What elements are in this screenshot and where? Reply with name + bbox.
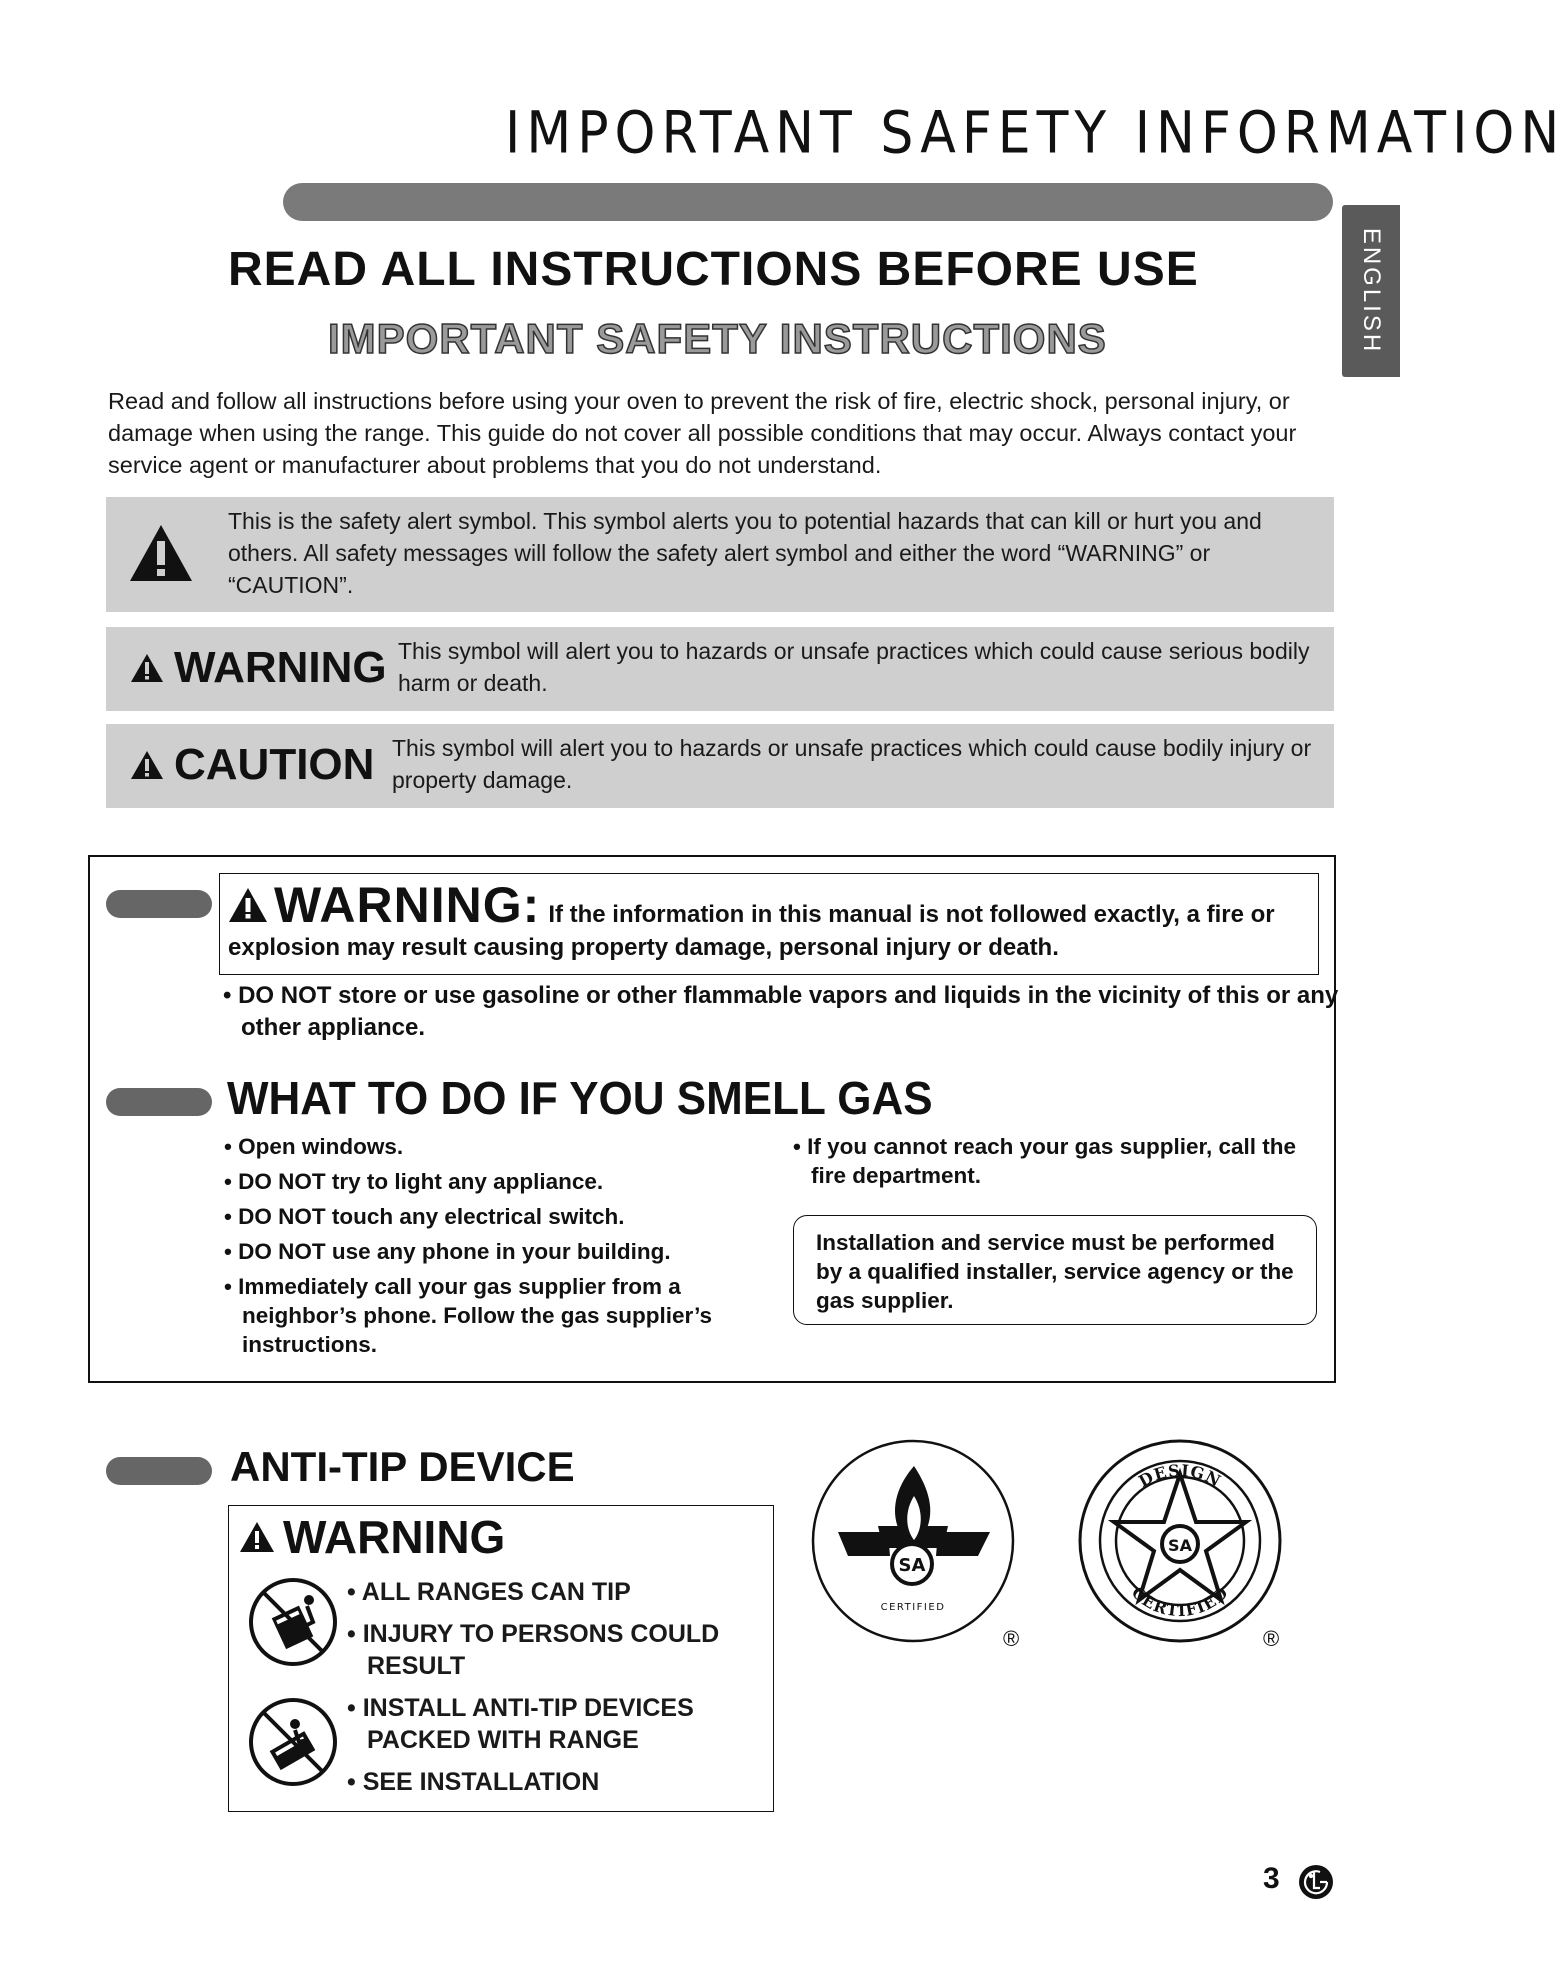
csa-star-design-certified-seal (1075, 1436, 1285, 1646)
read-all-heading: READ ALL INSTRUCTIONS BEFORE USE (228, 243, 1199, 296)
caution-signal (130, 740, 374, 790)
caution-definition-text: This symbol will alert you to hazards or unsafe practices which could cause bodily injury or property damage. (392, 735, 1312, 793)
alert-triangle-icon (130, 750, 164, 780)
gas-warning-text-1: If the information in this manual is not followed exactly, a fire or (548, 901, 1275, 928)
anti-tip-list (347, 1576, 767, 1798)
alert-symbol-box (106, 497, 1334, 612)
list-item: • Open windows. (224, 1134, 404, 1159)
svg-text:SA: SA (898, 1555, 926, 1576)
intro-paragraph: Read and follow all instructions before using your oven to prevent the risk of fire, electric shock, personal injury, or damage when using the range. This guide do not cover all possible conditions that may occur. Always contact your service agent or manufacturer about problems that you do not understand. (108, 388, 1297, 478)
list-item: • INSTALL ANTI-TIP DEVICES PACKED WITH RANGE (347, 1694, 694, 1754)
lg-logo-icon (1298, 1864, 1334, 1900)
tipping-range-prohibited-icon (247, 1576, 339, 1668)
warning-signal (130, 643, 387, 693)
list-item: • DO NOT try to light any appliance. (224, 1169, 604, 1194)
smell-gas-right-column (793, 1132, 1333, 1190)
gas-warning-text-2: explosion may result causing property damage, personal injury or death. (228, 934, 1059, 961)
smell-gas-heading: WHAT TO DO IF YOU SMELL GAS (227, 1073, 933, 1125)
alert-triangle-icon (130, 653, 164, 683)
section-marker-pill (106, 890, 212, 918)
anti-tip-heading: ANTI-TIP DEVICE (230, 1443, 575, 1490)
installation-note-box (793, 1215, 1317, 1325)
alert-symbol-text: This is the safety alert symbol. This symbol alerts you to potential hazards that can kill or hurt you and others. All safety messages will follow the safety alert symbol and either the word “WARNING” or “CAUTION”. (228, 508, 1262, 598)
flammable-bullet-line2: other appliance. (241, 1014, 426, 1041)
list-item: • Immediately call your gas supplier from a neighbor’s phone. Follow the gas supplier’s instructions. (224, 1274, 713, 1357)
csa-star-bottom-label: CERTIFIED (1127, 1582, 1233, 1621)
warning-definition-box (106, 627, 1334, 711)
list-item: • ALL RANGES CAN TIP (347, 1578, 631, 1606)
gas-warning-word: WARNING: (274, 877, 541, 933)
registered-mark: ® (1263, 1626, 1280, 1651)
alert-triangle-icon (239, 1521, 275, 1553)
alert-triangle-icon (128, 523, 194, 583)
safety-instructions-heading: IMPORTANT SAFETY INSTRUCTIONS (328, 315, 1107, 362)
list-item: • INJURY TO PERSONS COULD RESULT (347, 1620, 720, 1680)
caution-word: CAUTION (174, 740, 375, 789)
warning-definition-text: This symbol will alert you to hazards or unsafe practices which could cause serious bodily harm or death. (398, 638, 1310, 696)
language-tab-label: ENGLISH (1358, 227, 1385, 355)
svg-text:SA: SA (1168, 1536, 1192, 1555)
list-item: • DO NOT use any phone in your building. (224, 1239, 671, 1264)
flammable-bullet-line1: • DO NOT store or use gasoline or other flammable vapors and liquids in the vicinity of this or any (223, 982, 1339, 1009)
header-bar (283, 183, 1333, 221)
anti-tip-warning-box (228, 1505, 774, 1812)
csa-flame-label: CERTIFIED (880, 1602, 946, 1613)
page-number: 3 (1263, 1862, 1280, 1895)
installation-note-text: Installation and service must be performed by a qualified installer, service agency or the gas supplier. (816, 1230, 1294, 1313)
smell-gas-list (224, 1132, 764, 1359)
registered-mark: ® (1003, 1626, 1020, 1651)
csa-flame-certified-seal (808, 1436, 1018, 1646)
warning-word: WARNING (174, 643, 387, 692)
csa-star-top-label: DESIGN (1135, 1460, 1225, 1491)
list-item: • If you cannot reach your gas supplier, call the fire department. (793, 1134, 1297, 1188)
section-marker-pill (106, 1457, 212, 1485)
alert-triangle-icon (228, 887, 268, 923)
gas-warning-box (219, 873, 1319, 975)
anti-tip-warning-signal (239, 1510, 505, 1564)
gas-warning-line1 (228, 876, 1275, 934)
anti-tip-warning-word: WARNING (283, 1511, 506, 1563)
caution-definition-box (106, 724, 1334, 808)
page-title: IMPORTANT SAFETY INFORMATION (505, 100, 1565, 168)
section-marker-pill (106, 1088, 212, 1116)
list-item: • DO NOT touch any electrical switch. (224, 1204, 625, 1229)
language-tab[interactable] (1342, 205, 1400, 377)
list-item: • SEE INSTALLATION (347, 1768, 600, 1796)
child-on-door-prohibited-icon (247, 1696, 339, 1788)
